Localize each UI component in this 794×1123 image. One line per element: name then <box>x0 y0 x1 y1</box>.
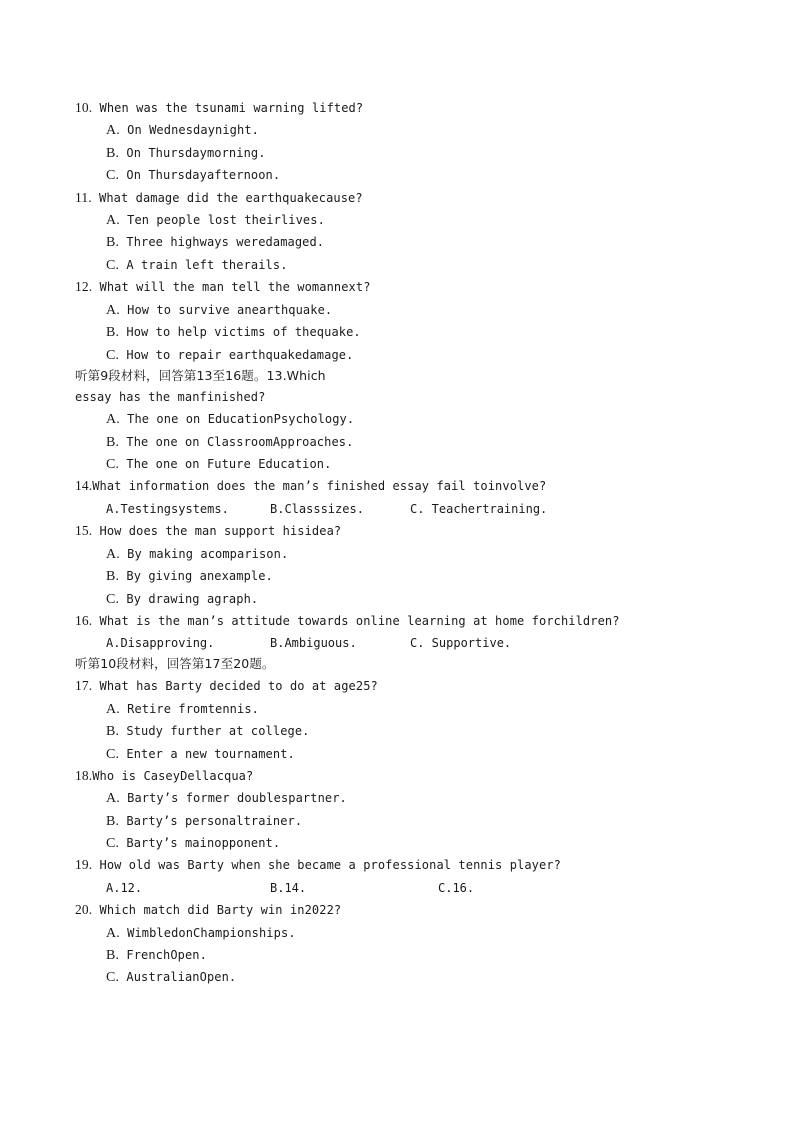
section-heading-10: 听第10段材料，回答第17至20题。 <box>75 656 275 671</box>
option-letter: A. <box>106 303 120 318</box>
question-number: 10. <box>75 100 93 115</box>
option-text: On Wednesdaynight. <box>119 123 259 137</box>
question-number: 14. <box>75 478 93 493</box>
option-text: FrenchOpen. <box>119 948 207 962</box>
question-11 <box>75 190 363 206</box>
option-16b: B.Ambiguous. <box>270 636 357 650</box>
option-letter: A. <box>106 702 120 717</box>
question-13-continued: essay has the manfinished? <box>75 390 266 404</box>
option-text: Barty’s personaltrainer. <box>119 814 303 828</box>
option-text: Retire fromtennis. <box>119 702 259 716</box>
option-10b <box>106 145 266 162</box>
option-text: Barty’s former doublespartner. <box>119 791 347 805</box>
question-number: 16. <box>75 613 93 628</box>
option-letter: A. <box>106 547 120 562</box>
option-text: A train left therails. <box>119 258 288 272</box>
option-letter: C. <box>106 836 120 851</box>
option-15b <box>106 568 273 585</box>
option-11a <box>106 212 325 229</box>
option-letter: B. <box>106 235 120 250</box>
option-17a <box>106 701 259 718</box>
question-text: How does the man support hisidea? <box>92 524 342 538</box>
option-18c <box>106 835 280 852</box>
question-text: What is the man’s attitude towards online learning at home forchildren? <box>92 614 620 628</box>
option-text: By giving anexample. <box>119 569 273 583</box>
option-16a: A.Disapproving. <box>106 636 215 650</box>
option-15c <box>106 591 258 608</box>
question-text: What will the man tell the womannext? <box>92 280 371 294</box>
question-text: Which match did Barty win in2022? <box>92 903 342 917</box>
option-18b <box>106 813 302 830</box>
option-text: By making acomparison. <box>119 547 289 561</box>
option-16c: C. Supportive. <box>410 636 512 650</box>
question-number: 18. <box>75 768 93 783</box>
option-letter: A. <box>106 791 120 806</box>
question-16 <box>75 613 620 629</box>
option-19b: B.14. <box>270 881 307 895</box>
option-12c <box>106 347 353 364</box>
option-text: The one on ClassroomApproaches. <box>119 435 354 449</box>
option-13a <box>106 411 354 428</box>
question-14 <box>75 478 546 494</box>
option-letter: C. <box>106 747 120 762</box>
question-text: When was the tsunami warning lifted? <box>92 101 364 115</box>
option-text: How to repair earthquakedamage. <box>119 348 354 362</box>
option-text: Enter a new tournament. <box>119 747 295 761</box>
option-letter: C. <box>106 348 120 363</box>
option-letter: B. <box>106 814 120 829</box>
option-20b <box>106 947 207 964</box>
option-letter: C. <box>106 168 120 183</box>
question-text: How old was Barty when she became a professional tennis player? <box>92 858 561 872</box>
option-text: The one on Future Education. <box>119 457 332 471</box>
option-19a: A.12. <box>106 881 143 895</box>
option-14b: B.Classsizes. <box>270 502 364 516</box>
option-12a <box>106 302 332 319</box>
question-number: 12. <box>75 279 93 294</box>
option-letter: B. <box>106 146 120 161</box>
question-text: What information does the man’s finished essay fail toinvolve? <box>92 479 547 493</box>
option-text: WimbledonChampionships. <box>119 926 296 940</box>
question-18 <box>75 768 253 784</box>
option-text: On Thursdayafternoon. <box>119 168 281 182</box>
option-letter: B. <box>106 325 120 340</box>
question-20 <box>75 902 341 918</box>
option-text: On Thursdaymorning. <box>119 146 266 160</box>
option-text: AustralianOpen. <box>119 970 237 984</box>
option-letter: A. <box>106 123 120 138</box>
option-17c <box>106 746 295 763</box>
option-20c <box>106 969 236 986</box>
option-letter: A. <box>106 926 120 941</box>
question-number: 15. <box>75 523 93 538</box>
option-11b <box>106 234 324 251</box>
option-10a <box>106 122 259 139</box>
option-18a <box>106 790 347 807</box>
option-letter: C. <box>106 970 120 985</box>
option-13b <box>106 434 353 451</box>
question-number: 17. <box>75 678 93 693</box>
option-text: The one on EducationPsychology. <box>119 412 355 426</box>
option-text: Three highways weredamaged. <box>119 235 325 249</box>
question-17 <box>75 678 378 694</box>
question-12 <box>75 279 371 295</box>
option-13c <box>106 456 331 473</box>
option-text: Barty’s mainopponent. <box>119 836 281 850</box>
section-heading-9: 听第9段材料，回答第13至16题。13.Which <box>75 368 326 383</box>
option-17b <box>106 723 310 740</box>
question-number: 19. <box>75 857 93 872</box>
question-15 <box>75 523 341 539</box>
option-letter: B. <box>106 435 120 450</box>
option-19c: C.16. <box>438 881 475 895</box>
option-20a <box>106 925 296 942</box>
question-number: 11. <box>75 190 92 205</box>
option-10c <box>106 167 280 184</box>
option-letter: B. <box>106 948 120 963</box>
option-12b <box>106 324 361 341</box>
question-19 <box>75 857 561 873</box>
question-text: What has Barty decided to do at age25? <box>92 679 378 693</box>
option-text: Ten people lost theirlives. <box>119 213 325 227</box>
option-text: Study further at college. <box>119 724 310 738</box>
option-letter: A. <box>106 213 120 228</box>
question-text: What damage did the earthquakecause? <box>91 191 363 205</box>
option-14a: A.Testingsystems. <box>106 502 229 516</box>
option-letter: C. <box>106 457 120 472</box>
option-text: How to help victims of thequake. <box>119 325 361 339</box>
option-text: By drawing agraph. <box>119 592 259 606</box>
question-number: 20. <box>75 902 93 917</box>
question-text: Who is CaseyDellacqua? <box>92 769 254 783</box>
question-10 <box>75 100 363 116</box>
option-letter: A. <box>106 412 120 427</box>
option-15a <box>106 546 288 563</box>
option-11c <box>106 257 288 274</box>
option-letter: B. <box>106 569 120 584</box>
option-14c: C. Teachertraining. <box>410 502 548 516</box>
option-letter: B. <box>106 724 120 739</box>
option-letter: C. <box>106 258 120 273</box>
option-letter: C. <box>106 592 120 607</box>
option-text: How to survive anearthquake. <box>119 303 333 317</box>
